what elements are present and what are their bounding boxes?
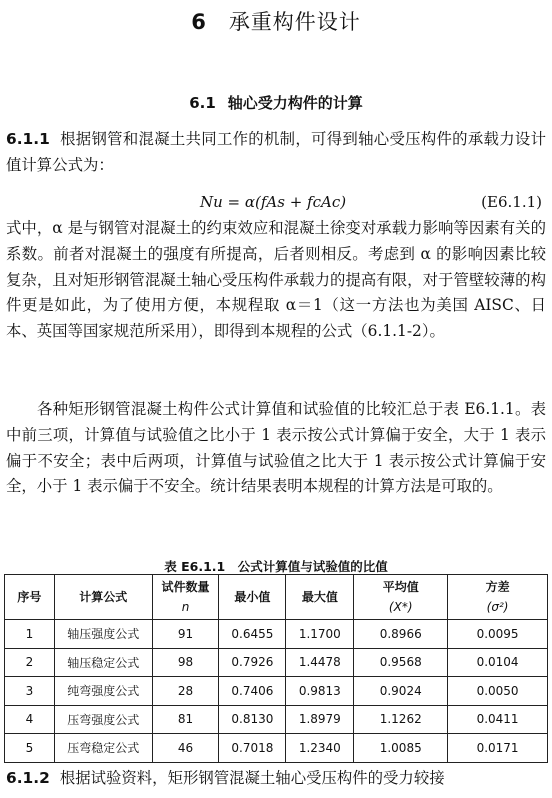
table-cell: 46 bbox=[152, 734, 219, 763]
table-cell: 0.8966 bbox=[354, 620, 448, 649]
clause-number: 6.1.1 bbox=[6, 130, 50, 148]
header-label: 序号 bbox=[17, 590, 42, 604]
section-number: 6.1 bbox=[189, 94, 216, 112]
header-label: 计算公式 bbox=[79, 590, 128, 604]
table-cell: 1.0085 bbox=[354, 734, 448, 763]
section-title: 轴心受力构件的计算 bbox=[227, 94, 363, 112]
table-cell: 0.0104 bbox=[448, 648, 548, 677]
header-label: 最小值 bbox=[234, 590, 271, 604]
table-cell: 1.4478 bbox=[286, 648, 354, 677]
table-cell: 1.1700 bbox=[286, 620, 354, 649]
header-label: 最大值 bbox=[301, 590, 338, 604]
table-cell: 81 bbox=[152, 705, 219, 734]
section-heading bbox=[0, 92, 552, 113]
table-cell: 91 bbox=[152, 620, 219, 649]
table-header-cell bbox=[286, 575, 354, 620]
clause-6-1-2 bbox=[6, 766, 546, 792]
table-cell: 0.9568 bbox=[354, 648, 448, 677]
table-cell: 4 bbox=[5, 705, 55, 734]
table-cell: 0.7406 bbox=[219, 677, 286, 706]
table-caption: 表 E6.1.1 公式计算值与试验值的比值 bbox=[164, 559, 388, 574]
table-header-row bbox=[5, 575, 548, 620]
paragraph-comparison: 各种矩形钢管混凝土构件公式计算值和试验值的比较汇总于表 E6.1.1。表中前三项，计算值与试验值之比小于 1 表示按公式计算偏于安全，大于 1 表示偏于不安全；表中后两项，计算值与试验值之比大于 1 表示按公式计算偏于安全，小于 1 表示偏于不安全。统计结果表明本规程的计算方法是可取的。 bbox=[6, 400, 546, 496]
equation-label: (E6.1.1) bbox=[481, 193, 542, 211]
table-cell: 0.0411 bbox=[448, 705, 548, 734]
table-cell: 98 bbox=[152, 648, 219, 677]
table-cell: 轴压稳定公式 bbox=[54, 648, 152, 677]
table-cell: 28 bbox=[152, 677, 219, 706]
table-cell: 压弯稳定公式 bbox=[54, 734, 152, 763]
table-cell: 2 bbox=[5, 648, 55, 677]
table-cell: 0.7926 bbox=[219, 648, 286, 677]
header-sublabel: (X*) bbox=[388, 600, 413, 614]
clause-6-1-1 bbox=[6, 127, 546, 179]
table-row bbox=[5, 620, 548, 649]
table-cell: 轴压强度公式 bbox=[54, 620, 152, 649]
table-row bbox=[5, 648, 548, 677]
table-cell: 0.8130 bbox=[219, 705, 286, 734]
table-cell: 0.9813 bbox=[286, 677, 354, 706]
table-cell: 0.6455 bbox=[219, 620, 286, 649]
header-label: 试件数量 bbox=[161, 580, 210, 594]
table-cell: 3 bbox=[5, 677, 55, 706]
table-cell: 1.8979 bbox=[286, 705, 354, 734]
header-label: 方差 bbox=[485, 580, 510, 594]
table-cell: 纯弯强度公式 bbox=[54, 677, 152, 706]
table-header-cell bbox=[54, 575, 152, 620]
table-header-cell bbox=[152, 575, 219, 620]
formula-row bbox=[6, 193, 546, 217]
table-header-cell bbox=[5, 575, 55, 620]
table-cell: 0.0095 bbox=[448, 620, 548, 649]
clause-text: 根据试验资料，矩形钢管混凝土轴心受压构件的受力较接 bbox=[59, 769, 445, 787]
comparison-table bbox=[4, 574, 548, 763]
paragraph-explanation: 式中，α 是与钢管对混凝土的约束效应和混凝土徐变对承载力影响等因素有关的系数。前者对混凝土的强度有所提高，后者则相反。考虑到 α 的影响因素比较复杂，且对矩形钢管混凝土轴心受压构件承载力的提高有限，对于管壁较薄的构件更是如此，为了使用方便，本规程取 α＝1（这一方法也为美国 AISC、日本、英国等国家规范所采用），即得到本规程的公式（6.1.1-2）。 bbox=[6, 219, 546, 341]
table-cell: 0.7018 bbox=[219, 734, 286, 763]
header-sublabel: (σ²) bbox=[486, 600, 509, 614]
table-cell: 1.2340 bbox=[286, 734, 354, 763]
table-cell: 0.0171 bbox=[448, 734, 548, 763]
table-cell: 1 bbox=[5, 620, 55, 649]
chapter-title: 承重构件设计 bbox=[228, 10, 361, 34]
table-cell: 1.1262 bbox=[354, 705, 448, 734]
table-body bbox=[5, 620, 548, 763]
chapter-number: 6 bbox=[191, 10, 207, 34]
chapter-heading bbox=[0, 6, 552, 36]
clause-number: 6.1.2 bbox=[6, 769, 50, 787]
table-row bbox=[5, 734, 548, 763]
table-header-cell bbox=[448, 575, 548, 620]
table-row bbox=[5, 677, 548, 706]
table-row bbox=[5, 705, 548, 734]
formula: Nu = α(fAs + fcAc) bbox=[200, 193, 347, 211]
table-cell: 压弯强度公式 bbox=[54, 705, 152, 734]
header-label: 平均值 bbox=[382, 580, 419, 594]
table-cell: 0.9024 bbox=[354, 677, 448, 706]
clause-text: 根据钢管和混凝土共同工作的机制，可得到轴心受压构件的承载力设计值计算公式为： bbox=[6, 130, 546, 174]
table-header-cell bbox=[354, 575, 448, 620]
table-header-cell bbox=[219, 575, 286, 620]
header-sublabel: n bbox=[181, 600, 190, 614]
table-cell: 0.0050 bbox=[448, 677, 548, 706]
table-cell: 5 bbox=[5, 734, 55, 763]
